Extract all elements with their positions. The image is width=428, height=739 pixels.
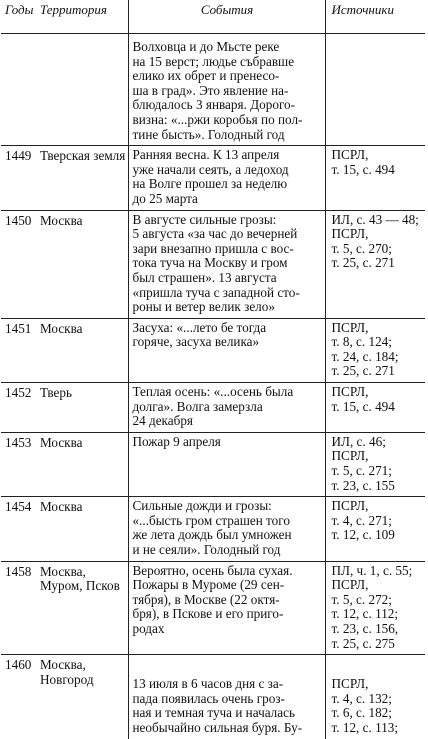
sources-cell	[325, 497, 425, 561]
text-line: на 15 верст; людье събравше	[132, 53, 295, 69]
text-line: т. 15, с. 494	[331, 398, 395, 414]
text-line: «...бысть гром страшен того	[132, 512, 290, 528]
text-line: ИЛ, с. 46;	[331, 433, 386, 449]
year-cell: 1451	[1, 318, 36, 382]
text-line: родах	[132, 620, 165, 636]
text-line: ИЛ, с. 43 — 48;	[331, 211, 419, 227]
text-line: тока туча на Москву и гром	[132, 255, 288, 271]
text-line: тября), в Москве (22 октя-	[132, 591, 280, 607]
events-cell	[128, 318, 325, 382]
text-line: пада появилась очень гроз-	[132, 690, 285, 706]
text-line: же лета дождь был умножен	[132, 527, 292, 543]
text-line: т. 15, с. 494	[331, 161, 395, 177]
events-cell	[128, 561, 325, 655]
text-line: до 25 марта	[132, 190, 198, 206]
text-line: ПСРЛ,	[331, 226, 369, 242]
text-line: Москва	[40, 499, 83, 515]
sources-cell	[325, 561, 425, 655]
text-line: ПЛ, ч. 1, с. 55;	[331, 562, 413, 578]
continuation-row	[1, 34, 425, 146]
text-line: визна: «...ржи коробья по пол-	[132, 111, 303, 127]
territory-cell	[36, 210, 128, 318]
year-cell: 1458	[1, 561, 36, 655]
sources-cell	[325, 146, 425, 210]
text-line: т. 6, с. 182;	[331, 705, 392, 721]
events-cell	[128, 210, 325, 318]
text-line: и не сеяли». Голодный год	[132, 542, 281, 557]
text-line: Москва	[40, 212, 83, 228]
table-row	[1, 655, 425, 739]
events-cell	[128, 655, 325, 739]
table-row	[1, 432, 425, 496]
table-row	[1, 146, 425, 210]
text-line: ПСРЛ,	[331, 384, 369, 400]
sources-cell	[325, 655, 425, 739]
text-line: елико их обрет и пренесо-	[132, 68, 280, 84]
year-cell: 1454	[1, 497, 36, 561]
text-line: Пожар 9 апреля	[132, 433, 221, 449]
sources-cell	[325, 210, 425, 318]
text-line: т. 25, с. 275	[331, 635, 395, 651]
header-sources: Источники	[325, 0, 425, 34]
text-line: 13 июля в 6 часов дня с за-	[132, 676, 284, 692]
sources-cell	[325, 318, 425, 382]
text-line: ная и темная туча и началась	[132, 705, 295, 721]
header-territory: Территория	[36, 0, 128, 34]
text-line: т. 12, с. 112;	[331, 606, 399, 622]
text-line: т. 23, с. 156,	[331, 620, 399, 636]
text-line: Вероятно, осень была сухая.	[132, 562, 293, 578]
text-line: ПСРЛ,	[331, 577, 369, 593]
table-row	[1, 383, 425, 433]
header-year: Годы	[1, 0, 36, 34]
text-line: роны и ветер велик зело»	[132, 299, 275, 315]
text-line: Москва,	[40, 657, 86, 673]
text-line: 24 декабря	[132, 413, 193, 429]
table-row	[1, 318, 425, 382]
text-line: бря), в Пскове и его приго-	[132, 606, 284, 622]
text-line: 5 августа «за час до вечерней	[132, 226, 298, 242]
year-cell: 1449	[1, 146, 36, 210]
events-cell	[128, 146, 325, 210]
text-line: «пришла туча с западной сто-	[132, 284, 300, 300]
text-line: блюдалось 3 января. Дорого-	[132, 97, 296, 113]
text-line: Москва,	[40, 563, 86, 579]
text-line: на Волге прошел за неделю	[132, 176, 288, 192]
text-line: т. 25, с. 271	[331, 363, 395, 379]
year-cell: 1450	[1, 210, 36, 318]
table-row	[1, 210, 425, 318]
text-line: ПСРЛ,	[331, 676, 369, 692]
text-line: т. 8, с. 124;	[331, 334, 392, 350]
text-line: Тверская земля	[40, 148, 126, 164]
text-line: т. 4, с. 271;	[331, 512, 392, 528]
territory-cell	[36, 432, 128, 496]
text-line: Ранняя весна. К 13 апреля	[132, 147, 280, 163]
table-header-row	[1, 0, 425, 34]
sources-cell	[325, 432, 425, 496]
territory-cell	[36, 497, 128, 561]
chronicle-table	[1, 0, 425, 739]
continuation-events	[128, 34, 325, 146]
text-line: Муром, Псков	[40, 578, 120, 594]
text-line: Сильные дожди и грозы:	[132, 498, 272, 514]
year-cell: 1453	[1, 432, 36, 496]
text-line: был страшен». 13 августа	[132, 269, 277, 285]
territory-cell	[36, 655, 128, 739]
events-cell	[128, 383, 325, 433]
year-cell: 1452	[1, 383, 36, 433]
text-line: Волховца и до Мьсте реке	[132, 39, 280, 54]
text-line: зари внезапно пришла с вос-	[132, 240, 294, 256]
text-line: необычайно сильная буря. Бу-	[132, 719, 303, 735]
text-line: горяче, засуха велика»	[132, 334, 260, 350]
text-line: Москва	[40, 434, 83, 450]
events-cell	[128, 432, 325, 496]
text-line: Теплая осень: «...осень была	[132, 384, 294, 400]
text-line: Пожары в Муроме (29 сен-	[132, 577, 285, 593]
text-line: Новгород	[40, 671, 94, 687]
text-line: тине бысть». Голодный год	[132, 126, 285, 142]
sources-cell	[325, 383, 425, 433]
text-line: т. 25, с. 271	[331, 255, 395, 271]
text-line: т. 5, с. 270;	[331, 240, 392, 256]
text-line: т. 4, с. 132;	[331, 690, 392, 706]
territory-cell	[36, 383, 128, 433]
text-line: ПСРЛ,	[331, 498, 369, 514]
text-line: т. 12, с. 113;	[331, 719, 399, 735]
text-line: В августе сильные грозы:	[132, 211, 277, 227]
text-line: т. 5, с. 271;	[331, 463, 392, 479]
header-events: События	[128, 0, 325, 34]
text-line: ПСРЛ,	[331, 319, 369, 335]
table-row	[1, 561, 425, 655]
territory-cell	[36, 318, 128, 382]
text-line: уже начали сеять, а ледоход	[132, 161, 289, 177]
text-line: ПСРЛ,	[331, 448, 369, 464]
text-line: ша в град». Это явление на-	[132, 82, 289, 98]
text-line: т. 5, с. 272;	[331, 591, 392, 607]
text-line: ПСРЛ,	[331, 147, 369, 163]
text-line: долга». Волга замерзла	[132, 398, 263, 414]
text-line: т. 24, с. 184;	[331, 348, 399, 364]
text-line: Москва	[40, 320, 83, 336]
year-cell: 1460	[5, 657, 32, 673]
territory-cell	[36, 146, 128, 210]
territory-cell	[36, 561, 128, 655]
text-line: Тверь	[40, 385, 73, 401]
text-line: т. 23, с. 155	[331, 477, 395, 493]
table-row	[1, 497, 425, 561]
events-cell	[128, 497, 325, 561]
text-line: Засуха: «...лето бе тогда	[132, 319, 267, 335]
text-line: т. 12, с. 109	[331, 527, 395, 543]
